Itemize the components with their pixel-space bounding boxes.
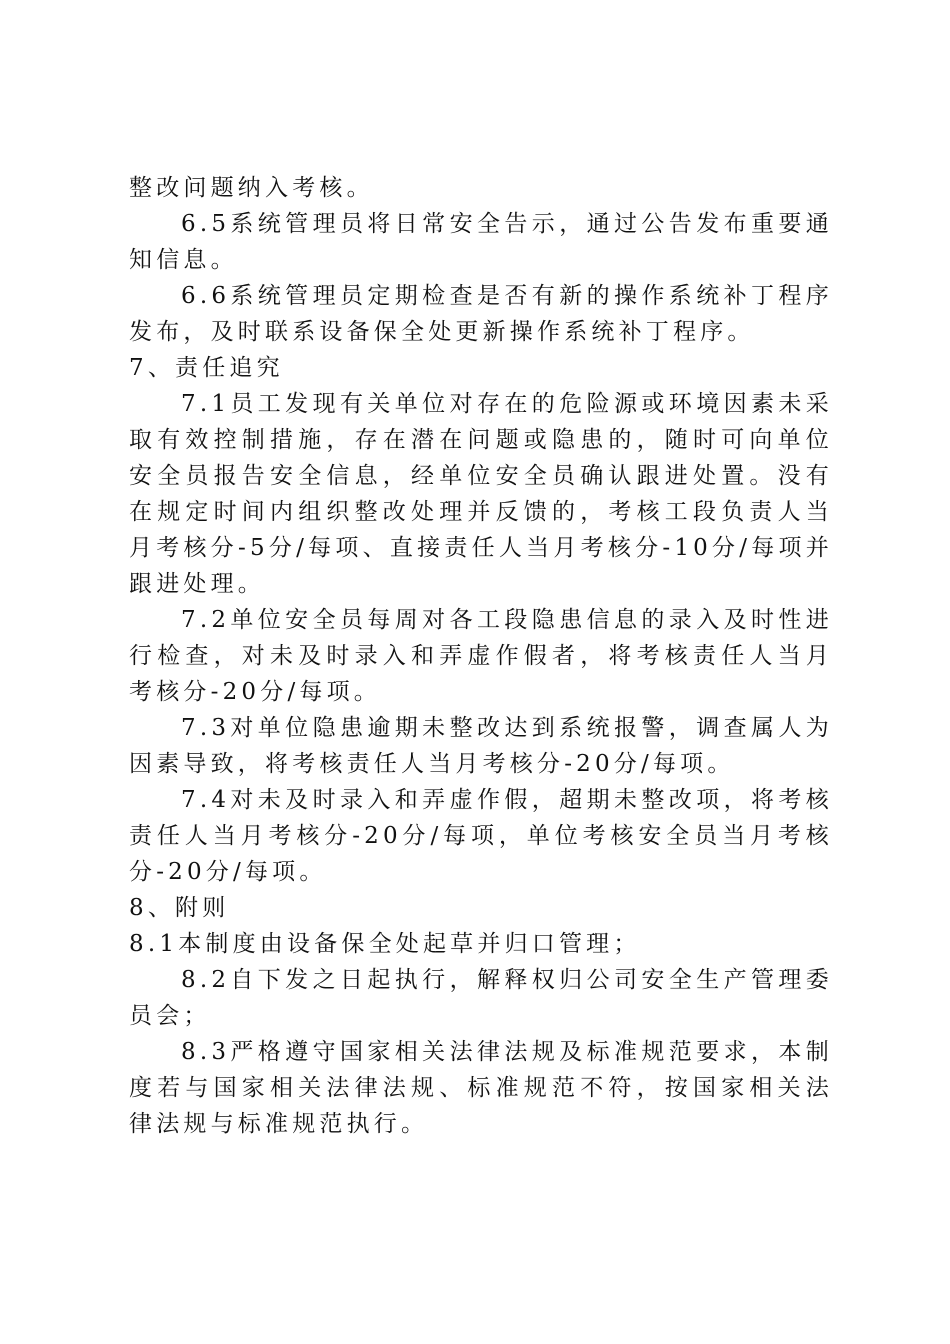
paragraph-7-1: 7.1员工发现有关单位对存在的危险源或环境因素未采取有效控制措施，存在潜在问题或隐患的，随时可向单位安全员报告安全信息，经单位安全员确认跟进处置。没有在规定时间内组织整改处理并反馈的，考核工段负责人当月考核分-5分/每项、直接责任人当月考核分-10分/每项并跟进处理。: [129, 391, 833, 597]
paragraph-7-3: 7.3对单位隐患逾期未整改达到系统报警，调查属人为因素导致，将考核责任人当月考核分-20分/每项。: [129, 715, 833, 777]
paragraph-6-6: 6.6系统管理员定期检查是否有新的操作系统补丁程序发布，及时联系设备保全处更新操作系统补丁程序。: [129, 283, 833, 345]
paragraph-continuation: 整改问题纳入考核。: [129, 175, 374, 201]
section-heading-7: 7、责任追究: [129, 355, 284, 381]
paragraph-7-2: 7.2单位安全员每周对各工段隐患信息的录入及时性进行检查，对未及时录入和弄虚作假者，将考核责任人当月考核分-20分/每项。: [129, 607, 833, 705]
paragraph-8-1: 8.1本制度由设备保全处起草并归口管理；: [129, 931, 641, 957]
paragraph-8-2: 8.2自下发之日起执行，解释权归公司安全生产管理委员会；: [129, 967, 833, 1029]
section-heading-8: 8、附则: [129, 895, 230, 921]
paragraph-8-3: 8.3严格遵守国家相关法律法规及标准规范要求，本制度若与国家相关法律法规、标准规范不符，按国家相关法律法规与标准规范执行。: [129, 1039, 833, 1137]
document-body: [129, 170, 833, 1142]
paragraph-7-4: 7.4对未及时录入和弄虚作假，超期未整改项，将考核责任人当月考核分-20分/每项，单位考核安全员当月考核分-20分/每项。: [129, 787, 833, 885]
paragraph-6-5: 6.5系统管理员将日常安全告示，通过公告发布重要通知信息。: [129, 211, 833, 273]
